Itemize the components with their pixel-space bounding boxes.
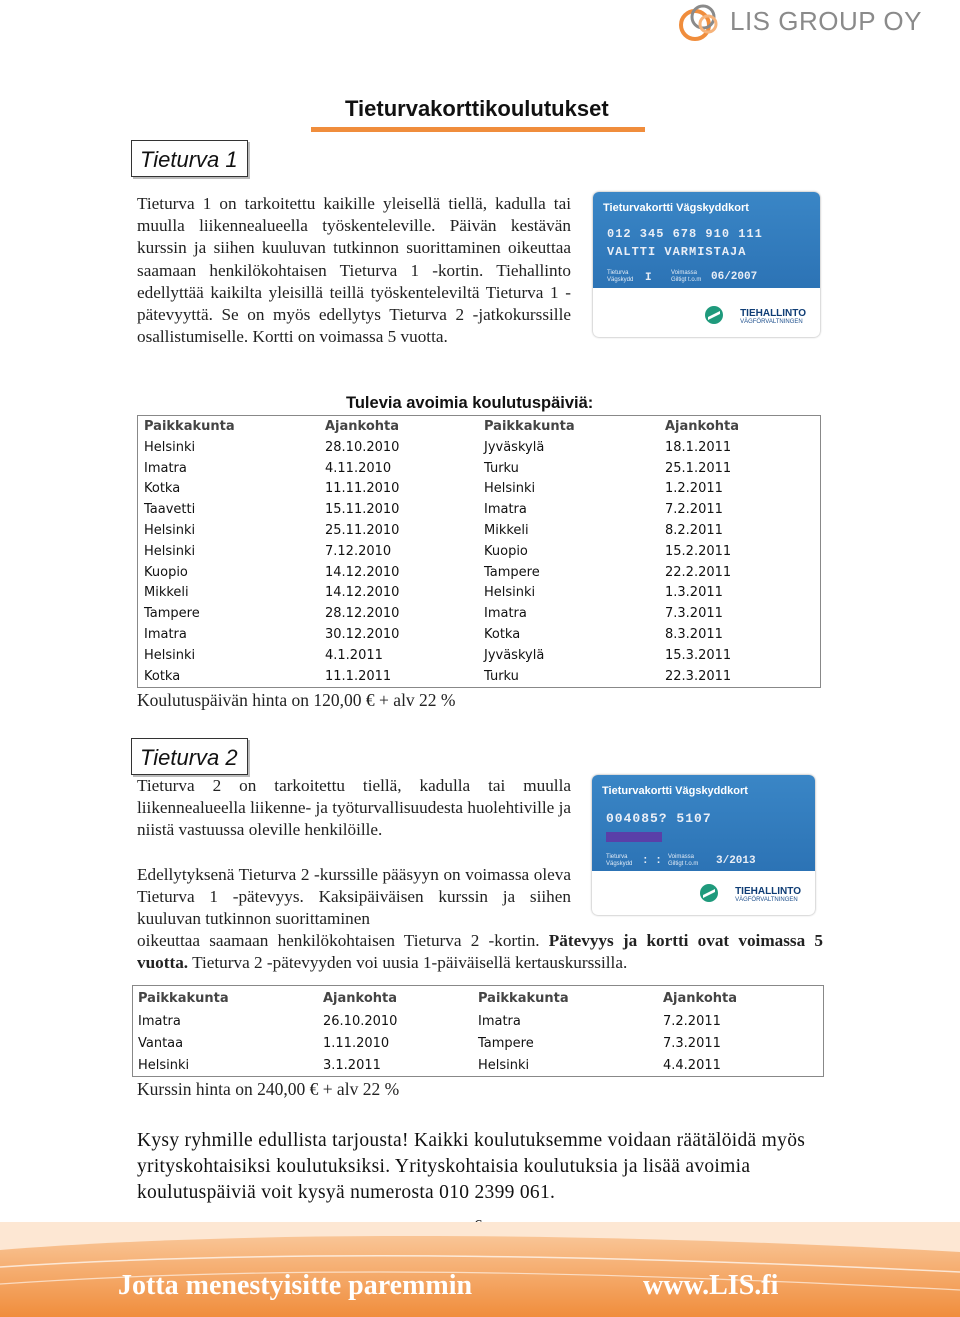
footer-website-link[interactable]: www.LIS.fi xyxy=(643,1270,779,1301)
tieturva-1-card-image xyxy=(593,192,820,337)
paragraph-c-text-2: Tieturva 2 -pätevyyden voi uusia 1-päiväisellä kertauskurssilla. xyxy=(188,953,628,973)
table-cell: 28.10.2010 xyxy=(325,439,400,455)
card-valid-label: Voimassa Giltigt t.o.m xyxy=(671,270,702,283)
footer-slogan: Jotta menestyisitte paremmin xyxy=(118,1270,473,1301)
tieturva-1-schedule-table xyxy=(137,415,821,688)
table-cell: Helsinki xyxy=(144,523,196,539)
card-brand-name: TIEHALLINTO xyxy=(740,308,806,319)
table-cell: 1.3.2011 xyxy=(665,585,723,601)
table-cell: 7.2.2011 xyxy=(665,502,723,518)
section-heading-tieturva-2: Tieturva 2 xyxy=(131,738,248,775)
table-row xyxy=(138,520,821,541)
table-cell: 14.12.2010 xyxy=(325,585,400,601)
table-cell: Imatra xyxy=(484,502,527,518)
tieturva-2-schedule-table xyxy=(132,985,824,1077)
tieturva-2-card-image xyxy=(592,775,815,915)
table-cell: Kotka xyxy=(144,668,181,684)
card-valid-date: 3/2013 xyxy=(716,855,756,867)
card-brand xyxy=(740,308,806,325)
table-cell: 22.3.2011 xyxy=(665,668,732,684)
table-cell: Jyväskylä xyxy=(484,439,545,455)
card-title: Tieturvakortti Vägskyddkort xyxy=(602,785,748,797)
table-cell: 4.1.2011 xyxy=(325,647,383,663)
table-cell: Imatra xyxy=(478,1013,521,1029)
card-number: 012 345 678 910 111 xyxy=(607,227,763,241)
column-header: Paikkakunta xyxy=(138,990,229,1006)
table-cell: Imatra xyxy=(484,606,527,622)
card-brand-sub: VÄGFÖRVALTNINGEN xyxy=(740,319,803,325)
table-cell: Jyväskylä xyxy=(484,647,545,663)
card-level-value: : : xyxy=(642,855,662,867)
table-cell: 22.2.2011 xyxy=(665,564,732,580)
table-row xyxy=(138,603,821,624)
column-header: Ajankohta xyxy=(663,990,738,1006)
table-cell: Helsinki xyxy=(484,585,536,601)
table-cell: 11.11.2010 xyxy=(325,481,400,497)
table-cell: Helsinki xyxy=(144,647,196,663)
table-cell: Tampere xyxy=(144,606,200,622)
table-cell: Kuopio xyxy=(484,543,528,559)
page-title: Tieturvakorttikoulutukset xyxy=(345,96,609,121)
table-cell: Taavetti xyxy=(144,502,196,518)
table-cell: 25.1.2011 xyxy=(665,460,732,476)
table-cell: 1.2.2011 xyxy=(665,481,723,497)
table-cell: 1.11.2010 xyxy=(323,1035,390,1051)
paragraph-c-bold: Pätevyys ja kortti ovat voimassa 5 vuotta. xyxy=(137,931,823,973)
table-row xyxy=(138,666,821,687)
table-cell: Helsinki xyxy=(478,1057,530,1073)
table-cell: Helsinki xyxy=(484,481,536,497)
section-2-paragraph-c xyxy=(137,930,823,974)
table-row xyxy=(138,437,821,458)
table-row xyxy=(138,541,821,562)
table-cell: Helsinki xyxy=(144,543,196,559)
card-brand xyxy=(735,886,801,903)
card-holder-name: VALTTI VARMISTAJA xyxy=(607,245,747,259)
table-cell: 7.2.2011 xyxy=(663,1013,721,1029)
table-cell: Imatra xyxy=(138,1013,181,1029)
closing-paragraph: Kysy ryhmille edullista tarjousta! Kaikki koulutuksemme voidaan räätälöidä myös yrityskohtaisiksi koulutuksiksi. Yrityskohtaisia koulutuksia ja lisää avoimia koulutuspäiviä voit kysyä numerosta 010 2399 061. xyxy=(137,1130,806,1203)
table-cell: 18.1.2011 xyxy=(665,439,732,455)
table-row xyxy=(133,1010,824,1032)
table-cell: 4.11.2010 xyxy=(325,460,392,476)
paragraph-c-text-1: oikeuttaa saamaan henkilökohtaisen Tieturva 2 -kortin. xyxy=(137,931,549,950)
table-cell: 8.3.2011 xyxy=(665,627,723,643)
card-number: 004085? 5107 xyxy=(606,811,712,826)
logo-mark-icon xyxy=(678,2,724,42)
logo-text: LIS GROUP OY xyxy=(730,6,922,36)
section-1-paragraph: Tieturva 1 on tarkoitettu kaikille yleisellä tiellä, kadulla tai muulla liikennealueella työskenteleville. Päivän kestävän kurssin ja siihen kuuluvan tutkinnon suorittaminen oikeuttaa saamaan henkilökohtaisen Tieturva 1 -kortin. Tiehallinto edellyttää kaikilta yleisillä teillä työskenteleviltä Tieturva 1 -pätevyyttä. Se on myös edellytys Tieturva 2 -jatkokurssille osallistumiselle. Kortti on voimassa 5 vuotta. xyxy=(137,194,571,347)
table-cell: 3.1.2011 xyxy=(323,1057,381,1073)
table-header-row xyxy=(133,986,824,1011)
table-row xyxy=(138,624,821,645)
table-row xyxy=(138,562,821,583)
table-row xyxy=(133,1032,824,1054)
table-cell: Turku xyxy=(484,668,519,684)
table-cell: 4.4.2011 xyxy=(663,1057,721,1073)
table-cell: 15.3.2011 xyxy=(665,647,732,663)
card-title: Tieturvakortti Vägskyddkort xyxy=(603,202,749,214)
card-level-value: I xyxy=(645,272,652,284)
card-valid-date: 06/2007 xyxy=(711,271,758,283)
table-cell: Kotka xyxy=(484,627,521,643)
table-cell: 7.3.2011 xyxy=(663,1035,721,1051)
column-header: Ajankohta xyxy=(325,419,400,434)
column-header: Ajankohta xyxy=(323,990,398,1006)
table-cell: 15.2.2011 xyxy=(665,543,732,559)
table-cell: 28.12.2010 xyxy=(325,606,400,622)
table-cell: Kuopio xyxy=(144,564,188,580)
tieturva-1-price: Koulutuspäivän hinta on 120,00 € + alv 22 % xyxy=(137,690,456,710)
card-valid-label: Voimassa Giltigt t.o.m xyxy=(668,854,699,867)
table-row xyxy=(138,499,821,520)
card-level-label: Tieturva Vägskydd xyxy=(607,270,634,283)
section-2-paragraph-b: Edellytyksenä Tieturva 2 -kurssille pääsyyn on voimassa oleva Tieturva 1 -pätevyys. Kaksipäiväisen kurssin ja siihen kuuluvan tutkinnon suorittaminen xyxy=(137,865,571,929)
table-cell: Imatra xyxy=(144,627,187,643)
table-row xyxy=(133,1054,824,1077)
table-cell: Turku xyxy=(484,460,519,476)
card-brand-name: TIEHALLINTO xyxy=(735,886,801,897)
section-heading-tieturva-1: Tieturva 1 xyxy=(131,140,248,177)
table-cell: Helsinki xyxy=(144,439,196,455)
card-brand-sub: VÄGFÖRVALTNINGEN xyxy=(735,897,798,903)
title-underline xyxy=(311,127,645,132)
table-header-row xyxy=(138,416,821,438)
table-cell: Helsinki xyxy=(138,1057,190,1073)
card-redaction-bar xyxy=(606,832,662,842)
section-2-paragraph-a: Tieturva 2 on tarkoitettu tiellä, kadulla tai muulla liikennealueella liikenne- ja työturvallisuudesta huolehtiville ja niistä vastuussa oleville henkilöille. xyxy=(137,776,571,840)
table-1-caption: Tulevia avoimia koulutuspäiviä: xyxy=(346,394,594,412)
table-cell: 8.2.2011 xyxy=(665,523,723,539)
table-cell: 25.11.2010 xyxy=(325,523,400,539)
table-cell: Mikkeli xyxy=(144,585,189,601)
table-row xyxy=(138,645,821,666)
table-cell: 7.12.2010 xyxy=(325,543,392,559)
column-header: Paikkakunta xyxy=(484,419,575,434)
tiehallinto-emblem-icon xyxy=(704,305,724,325)
table-cell: 15.11.2010 xyxy=(325,502,400,518)
table-cell: Imatra xyxy=(144,460,187,476)
table-cell: Vantaa xyxy=(138,1035,184,1051)
tiehallinto-emblem-icon xyxy=(699,883,719,903)
table-cell: 11.1.2011 xyxy=(325,668,392,684)
table-cell: Tampere xyxy=(484,564,540,580)
company-logo xyxy=(678,2,922,42)
table-cell: 30.12.2010 xyxy=(325,627,400,643)
table-cell: Mikkeli xyxy=(484,523,529,539)
table-cell: 26.10.2010 xyxy=(323,1013,398,1029)
table-cell: Kotka xyxy=(144,481,181,497)
table-row xyxy=(138,583,821,604)
table-cell: 7.3.2011 xyxy=(665,606,723,622)
table-row xyxy=(138,479,821,500)
table-cell: Tampere xyxy=(478,1035,534,1051)
column-header: Paikkakunta xyxy=(144,419,235,434)
column-header: Paikkakunta xyxy=(478,990,569,1006)
column-header: Ajankohta xyxy=(665,419,740,434)
table-row xyxy=(138,458,821,479)
table-cell: 14.12.2010 xyxy=(325,564,400,580)
tieturva-2-price: Kurssin hinta on 240,00 € + alv 22 % xyxy=(137,1079,400,1099)
card-level-label: Tieturva Vägskydd xyxy=(606,854,633,867)
